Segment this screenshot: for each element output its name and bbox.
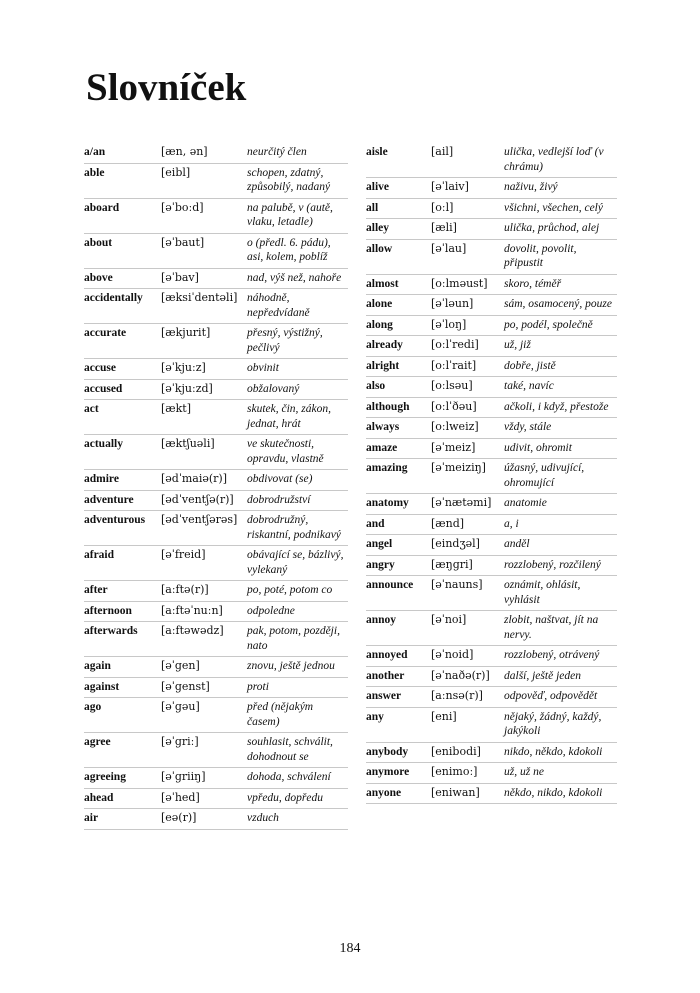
entry-word: accused [84,382,123,395]
entry-word: able [84,166,105,179]
glossary-entry [366,418,617,439]
entry-pronunciation: [oːlˈðəu] [431,399,477,413]
glossary-entry [366,377,617,398]
entry-word: adventurous [84,514,146,526]
entry-pronunciation: [əˈloŋ] [431,317,467,331]
entry-word: anybody [366,745,409,758]
entry-meaning: dobře, jistě [504,359,556,372]
entry-word: annoyed [366,649,408,661]
entry-word: actually [84,438,123,450]
entry-word: aisle [366,146,388,158]
entry-pronunciation: [əˈlaiv] [431,180,469,193]
entry-meaning: dobrodružství [247,493,311,506]
entry-pronunciation: [oːl] [431,200,454,214]
entry-pronunciation: [ədˈmaiə(r)] [161,472,228,485]
entry-meaning: anatomie [504,497,547,509]
entry-meaning: skutek, čin, zákon, jednat, hrát [247,403,331,430]
page-title: Slovníček [86,66,247,109]
entry-pronunciation: [eindʒəl] [431,537,480,550]
entry-word: alive [366,181,389,193]
entry-word: afternoon [84,604,132,617]
entry-meaning: před (nějakým časem) [247,701,314,728]
glossary-column-right [366,143,617,804]
entry-meaning: vzduch [247,812,279,824]
entry-word: angry [366,558,395,571]
entry-meaning: dovolit, povolit, připustit [504,242,577,269]
entry-meaning: nikdo, někdo, kdokoli [504,745,603,758]
entry-pronunciation: [əˈmeiziŋ] [431,461,486,474]
entry-pronunciation: [oːlˈrait] [431,358,477,372]
entry-pronunciation: [əˈmeiz] [431,440,476,454]
entry-meaning: už, už ne [504,766,544,778]
glossary-entry [84,546,348,581]
entry-pronunciation: [ænd] [431,516,465,530]
entry-word: answer [366,690,402,702]
glossary-entry [366,687,617,708]
glossary-entry [84,581,348,602]
entry-word: along [366,318,393,331]
entry-word: alley [366,222,389,234]
entry-meaning: všichni, všechen, celý [504,201,603,214]
entry-pronunciation: [əˈkjuːz] [161,361,206,374]
entry-pronunciation: [əˈgəu] [161,700,200,713]
entry-word: any [366,710,384,723]
glossary-entry [84,698,348,733]
entry-pronunciation: [eibl] [161,165,191,179]
entry-pronunciation: [ail] [431,145,454,158]
entry-word: agreeing [84,771,126,783]
entry-word: angel [366,538,393,550]
entry-word: all [366,201,379,214]
glossary-entry [366,316,617,337]
entry-pronunciation: [əˈbav] [161,270,199,284]
glossary-entry [366,556,617,577]
glossary-entry [366,708,617,743]
glossary-entry [84,470,348,491]
glossary-entry [84,768,348,789]
entry-word: adventure [84,493,134,506]
entry-pronunciation: [aːnsə(r)] [431,689,483,702]
entry-meaning: vpředu, dopředu [247,791,324,804]
entry-pronunciation: [əˈgriː] [161,735,199,748]
glossary-entry [366,743,617,764]
glossary-entry [84,733,348,768]
entry-pronunciation: [æksiˈdentəli] [161,291,238,304]
entry-meaning: rozzlobený, otrávený [504,649,600,661]
glossary-entry [84,164,348,199]
entry-meaning: skoro, téměř [504,277,562,290]
entry-word: annoy [366,614,397,626]
entry-word: aboard [84,201,120,214]
entry-meaning: pak, potom, později, nato [247,625,340,652]
entry-meaning: rozzlobený, rozčilený [504,558,601,571]
glossary-entry [84,622,348,657]
entry-word: afterwards [84,625,138,637]
entry-pronunciation: [əˈnauns] [431,578,483,591]
entry-word: another [366,669,405,682]
entry-meaning: naživu, živý [504,181,558,193]
glossary-entry [366,219,617,240]
glossary-entry [84,809,348,830]
entry-meaning: obžalovaný [247,382,300,395]
entry-pronunciation: [aːftə(r)] [161,583,209,596]
entry-pronunciation: [æktʃuəli] [161,437,215,450]
entry-meaning: ve skutečnosti, opravdu, vlastně [247,438,324,465]
glossary-entry [84,143,348,164]
entry-word: admire [84,473,119,485]
entry-meaning: někdo, nikdo, kdokoli [504,786,603,799]
entry-pronunciation: [eə(r)] [161,811,197,824]
entry-pronunciation: [əˈləun] [431,297,474,310]
glossary-entry [84,289,348,324]
glossary-entry [84,199,348,234]
entry-word: alright [366,359,400,372]
entry-word: accidentally [84,292,143,304]
glossary-entry [84,380,348,401]
entry-pronunciation: [oːlˈredi] [431,338,479,351]
glossary-entry [366,515,617,536]
entry-pronunciation: [æn, ən] [161,145,208,158]
entry-pronunciation: [əˈkjuːzd] [161,381,213,395]
entry-pronunciation: [eniwan] [431,785,480,799]
glossary-entry [84,491,348,512]
entry-pronunciation: [əˈgriiŋ] [161,770,206,783]
glossary-entry [366,494,617,515]
entry-word: ahead [84,791,114,804]
glossary-entry [366,439,617,460]
page-number: 184 [339,941,361,956]
entry-meaning: po, podél, společně [504,318,593,331]
entry-meaning: dohoda, schválení [247,771,331,783]
glossary-entry [366,576,617,611]
glossary-column-left [84,143,348,830]
entry-pronunciation: [enibodi] [431,744,481,758]
entry-meaning: sám, osamocený, pouze [504,298,612,310]
glossary-entry [84,657,348,678]
entry-pronunciation: [æli] [431,221,457,234]
entry-word: act [84,403,99,415]
entry-word: amaze [366,441,398,454]
entry-meaning: obdivovat (se) [247,473,313,485]
entry-word: about [84,236,113,249]
entry-meaning: oznámit, ohlásit, vyhlásit [504,579,581,606]
entry-pronunciation: [əˈgenst] [161,679,210,693]
entry-meaning: nad, výš než, nahoře [247,271,342,284]
glossary-entry [366,784,617,805]
entry-pronunciation: [əˈfreid] [161,548,206,561]
entry-word: allow [366,242,393,255]
entry-word: also [366,380,386,392]
glossary-entry [366,398,617,419]
entry-word: and [366,517,385,530]
entry-word: against [84,680,120,693]
glossary-entry [366,275,617,296]
entry-pronunciation: [ækt] [161,402,192,415]
glossary-entry [366,646,617,667]
entry-meaning: náhodně, nepředvídaně [247,292,310,319]
glossary-entry [366,667,617,688]
entry-meaning: také, navíc [504,380,554,392]
entry-meaning: už, již [504,339,531,351]
glossary-entry [84,602,348,623]
glossary-entry [84,359,348,380]
glossary-entry [84,678,348,699]
entry-word: a/an [84,146,106,158]
entry-meaning: úžasný, udivující, ohromující [504,462,585,489]
entry-meaning: o (předl. 6. pádu), asi, kolem, poblíž [247,236,331,263]
glossary-entry [366,143,617,178]
entry-meaning: vždy, stále [504,421,552,433]
entry-meaning: přesný, výstižný, pečlivý [247,327,323,354]
entry-word: accuse [84,362,116,374]
entry-word: although [366,400,410,413]
glossary-entry [84,234,348,269]
entry-meaning: obvinit [247,362,279,374]
entry-pronunciation: [əˈnoi] [431,613,467,626]
glossary-entry [84,324,348,359]
entry-pronunciation: [enimoː] [431,765,478,778]
glossary-entry [84,511,348,546]
glossary-entry [366,357,617,378]
entry-meaning: po, poté, potom co [247,584,333,596]
entry-meaning: ulička, vedlejší loď (v chrámu) [504,146,604,173]
glossary-entry [84,435,348,470]
entry-pronunciation: [əˈhed] [161,790,200,804]
entry-pronunciation: [æŋgri] [431,557,473,571]
glossary-entry [366,336,617,357]
entry-meaning: znovu, ještě jednou [247,660,335,672]
entry-meaning: odpoledne [247,604,295,617]
entry-word: alone [366,298,393,310]
entry-word: air [84,812,99,824]
glossary-entry [366,763,617,784]
entry-pronunciation: [oːlsəu] [431,379,473,392]
entry-pronunciation: [aːftəwədz] [161,624,224,637]
glossary-entry [366,240,617,275]
entry-pronunciation: [əˈnoid] [431,648,474,661]
entry-word: agree [84,736,111,748]
entry-meaning: souhlasit, schválit, dohodnout se [247,736,333,763]
entry-pronunciation: [əˈbaut] [161,235,205,249]
entry-meaning: další, ještě jeden [504,669,581,682]
entry-word: announce [366,579,414,591]
glossary-entry [366,459,617,494]
entry-meaning: obávající se, bázlivý, vylekaný [247,549,344,576]
entry-word: almost [366,277,399,290]
entry-meaning: dobrodružný, riskantní, podnikavý [247,514,341,541]
glossary-entry [84,789,348,810]
entry-pronunciation: [aːftəˈnuːn] [161,603,223,617]
entry-meaning: schopen, zdatný, způsobilý, nadaný [247,166,331,193]
entry-word: anyone [366,786,402,799]
entry-meaning: zlobit, naštvat, jít na nervy. [504,614,599,641]
entry-word: anymore [366,766,410,778]
entry-pronunciation: [ækjurit] [161,326,211,339]
entry-meaning: odpověď, odpovědět [504,690,598,702]
entry-pronunciation: [oːlweiz] [431,420,479,433]
entry-word: again [84,660,111,672]
entry-meaning: proti [247,680,269,693]
glossary-entry [366,535,617,556]
entry-meaning: na palubě, v (autě, vlaku, letadle) [247,201,333,228]
entry-word: always [366,421,400,433]
entry-word: accurate [84,327,127,339]
entry-pronunciation: [əˈboːd] [161,200,204,214]
entry-meaning: a, i [504,517,519,530]
entry-word: ago [84,701,102,713]
entry-word: after [84,584,108,596]
entry-meaning: ulička, průchod, alej [504,222,600,234]
glossary-entry [366,199,617,220]
entry-pronunciation: [əˈnætəmi] [431,496,492,509]
entry-pronunciation: [ədˈventʃərəs] [161,513,238,526]
glossary-entry [84,269,348,290]
glossary-entry [366,611,617,646]
entry-word: anatomy [366,497,409,509]
entry-pronunciation: [ədˈventʃə(r)] [161,492,234,506]
glossary-entry [366,295,617,316]
entry-pronunciation: [eni] [431,709,457,723]
entry-pronunciation: [oːlməust] [431,276,488,290]
entry-meaning: udivit, ohromit [504,441,572,454]
entry-word: above [84,271,113,284]
glossary-entry [84,400,348,435]
entry-pronunciation: [əˈlau] [431,241,467,255]
entry-word: amazing [366,462,408,474]
entry-pronunciation: [əˈnaðə(r)] [431,668,490,682]
entry-pronunciation: [əˈgen] [161,659,200,672]
entry-meaning: nějaký, žádný, každý, jakýkoli [504,710,602,737]
glossary-entry [366,178,617,199]
entry-word: already [366,339,403,351]
entry-meaning: ačkoli, i když, přestože [504,400,609,413]
entry-meaning: anděl [504,538,530,550]
entry-word: afraid [84,549,115,561]
entry-meaning: neurčitý člen [247,146,307,158]
